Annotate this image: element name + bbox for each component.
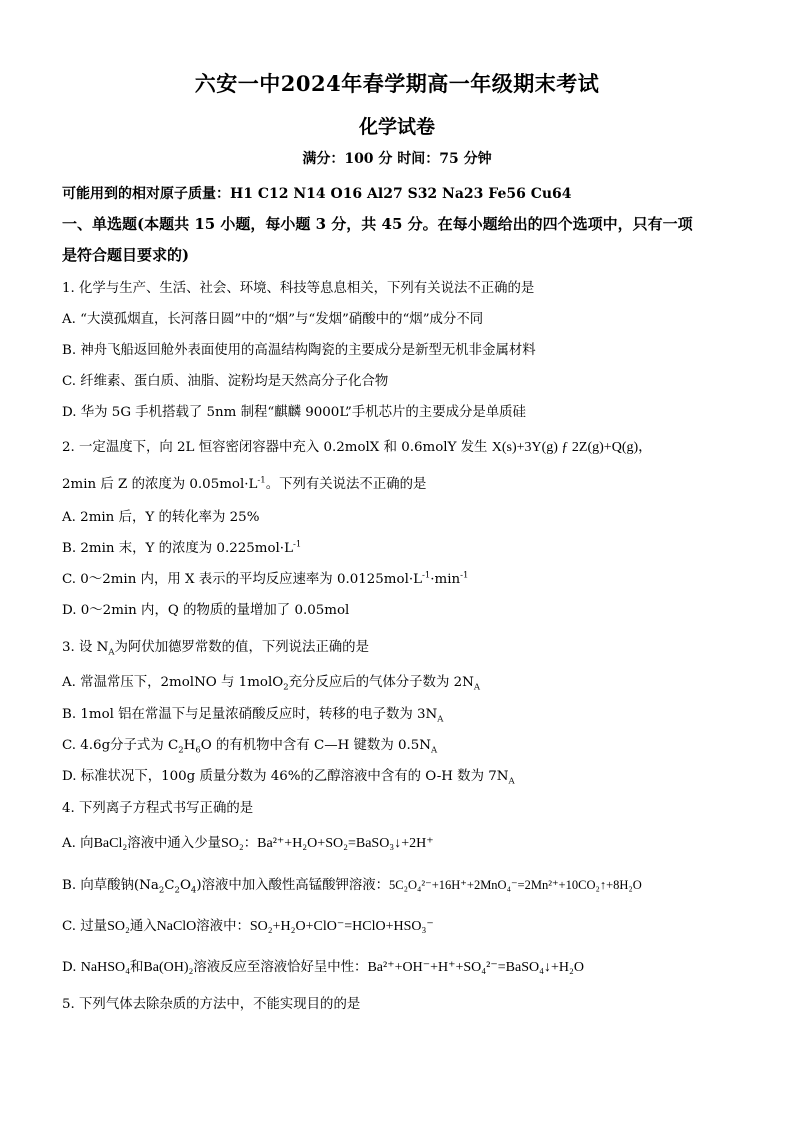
q3-option-d: D. 标准状况下，100g 质量分数为 46%的乙醇溶液中含有的 O-H 数为 $7N_A$ [62, 769, 515, 787]
q2-option-a: A. 2min 后，Y 的转化率为 25% [62, 510, 260, 525]
q2-reaction: X(s)+3Y(g) ƒ 2Z(g)+Q(g)， [491, 440, 653, 455]
q1-option-d: D. 华为 5G 手机搭载了 5nm 制程“麒麟 9000L”手机芯片的主要成分是单质硅 [62, 405, 526, 420]
q4-a-equation: Ba²⁺+H₂O+SO₂=BaSO₃↓+2H⁺ [257, 836, 434, 851]
subject-title: 化学试卷 [358, 116, 435, 138]
q2-stem-b: 2min 后 Z 的浓度为 0.05mol·L [62, 477, 258, 492]
q2-stem-text: 2. 一定温度下，向 2L 恒容密闭容器中充入 0.2molX 和 0.6molY 发生 [62, 440, 488, 455]
exam-title: 六安一中2024年春学期高一年级期末考试 [194, 71, 600, 96]
q4-stem: 4. 下列离子方程式书写正确的是 [62, 801, 254, 816]
q4-d-equation: Ba²⁺+OH⁻+H⁺+SO₄²⁻=BaSO₄↓+H₂O [367, 960, 584, 975]
q2-stem [62, 436, 652, 456]
q1-stem: 1. 化学与生产、生活、社会、环境、科技等息息相关，下列有关说法不正确的是 [62, 281, 535, 296]
atomic-masses: 可能用到的相对原子质量：H1 C12 N14 O16 Al27 S32 Na23 Fe56 Cu64 [62, 186, 572, 202]
q5-stem: 5. 下列气体去除杂质的方法中，不能实现目的的是 [62, 997, 361, 1012]
q2-option-c-text: C. 0～2min 内，用 X 表示的平均反应速率为 0.0125mol·L [62, 572, 422, 587]
q1-option-c: C. 纤维素、蛋白质、油脂、淀粉均是天然高分子化合物 [62, 374, 389, 389]
q2-option-b: B. 2min 末，Y 的浓度为 $0.225mol\cdot L^{-1}$ [62, 539, 302, 556]
q2-stem-line2: 2min 后 Z 的浓度为 $0.05mol\cdot L^{-1}$。下列有关说法不正确的是 [62, 475, 427, 492]
q3-stem-b: 为阿伏加德罗常数的值，下列说法正确的是 [114, 640, 369, 655]
section-heading-line1: 一、单选题(本题共 15 小题，每小题 3 分，共 45 分。在每小题给出的四个选项中，只有一项 [62, 215, 693, 233]
exam-meta: 满分：100 分 时间：75 分钟 [302, 151, 492, 167]
q3-option-b: B. 1mol 铝在常温下与足量浓硝酸反应时，转移的电子数为 $3N_A$ [62, 707, 444, 725]
q1-option-b: B. 神舟飞船返回舱外表面使用的高温结构陶瓷的主要成分是新型无机非金属材料 [62, 343, 536, 358]
q2-stem-c: 。下列有关说法不正确的是 [265, 477, 427, 492]
q4-b-equation: 5C₂O₄²⁻+16H⁺+2MnO₄⁻=2Mn²⁺+10CO₂↑+8H₂O [389, 878, 642, 892]
q1-option-a: A. “大漠孤烟直，长河落日圆”中的“烟”与“发烟”硝酸中的“烟”成分不同 [62, 312, 484, 327]
q2-option-c: C. 0～2min 内，用 X 表示的平均反应速率为 $0.0125mol\cdot L^{-1}\cdot\min^{-1}$ [62, 570, 469, 587]
q4-option-a: A. 向BaCl₂溶液中通入少量SO₂：Ba²⁺+H₂O+SO₂=BaSO₃↓+2H⁺ [62, 836, 434, 851]
section-heading-line2: 是符合题目要求的) [62, 246, 190, 264]
q4-c-equation: SO₂+H₂O+ClO⁻=HClO+HSO₃⁻ [249, 919, 434, 934]
q3-option-c: C. 4.6g分子式为 $C_2H_6O$ 的有机物中含有 C—H 键数为 $0.5N_A$ [62, 738, 438, 756]
q2-option-b-text: B. 2min 末，Y 的浓度为 0.225mol·L [62, 541, 293, 556]
q2-option-c-unit: ·min [430, 572, 461, 587]
q3-stem-a: 3. 设 N [62, 640, 109, 655]
q3-stem: 3. 设 $N_A$为阿伏加德罗常数的值，下列说法正确的是 [62, 640, 369, 658]
q4-option-d: D. NaHSO₄和Ba(OH)₂溶液反应至溶液恰好呈中性：Ba²⁺+OH⁻+H⁺+SO₄²⁻=BaSO₄↓+H₂O [62, 960, 584, 975]
q4-option-b: B. 向草酸钠$(Na_2C_2O_4)$溶液中加入酸性高锰酸钾溶液：5C₂O₄²⁻+16H⁺+2MnO₄⁻=2Mn²⁺+10CO₂↑+8H₂O [62, 878, 642, 896]
q3-option-a: A. 常温常压下，2molNO 与 1molO$_2$充分反应后的气体分子数为 $2N_A$ [62, 675, 480, 693]
q2-option-d: D. 0～2min 内，Q 的物质的量增加了 0.05mol [62, 603, 350, 618]
q4-option-c: C. 过量SO₂通入NaClO溶液中：SO₂+H₂O+ClO⁻=HClO+HSO₃⁻ [62, 919, 434, 934]
